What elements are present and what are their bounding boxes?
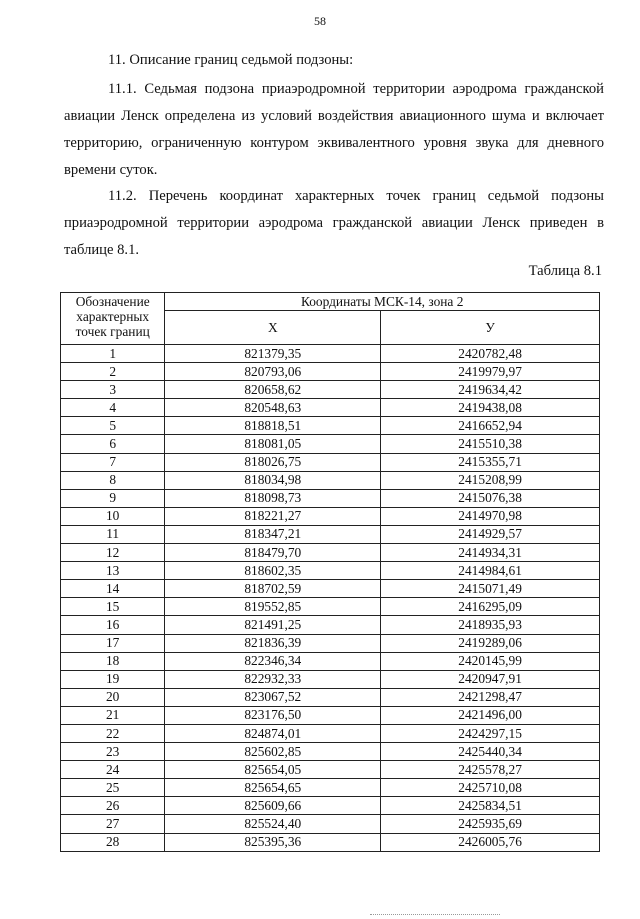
table-row xyxy=(61,670,600,688)
cell-x: 821836,39 xyxy=(165,634,381,652)
paragraph-11-1: 11.1. Седьмая подзона приаэродромной территории аэродрома гражданской авиации Ленск определена из условий воздействия авиационного шума и включает территорию, ограниченную контуром эквивалентного уровня звука для дневного времени суток. xyxy=(64,81,604,178)
cell-point-id: 9 xyxy=(61,489,165,507)
table-row xyxy=(61,688,600,706)
cell-point-id: 4 xyxy=(61,399,165,417)
cell-x: 821491,25 xyxy=(165,616,381,634)
page-number: 58 xyxy=(314,14,326,28)
table-row xyxy=(61,562,600,580)
bottom-scan-mark xyxy=(370,914,500,915)
table-row xyxy=(61,761,600,779)
table-body xyxy=(61,345,600,852)
cell-point-id: 25 xyxy=(61,779,165,797)
cell-y: 2419438,08 xyxy=(381,399,600,417)
cell-x: 823176,50 xyxy=(165,706,381,724)
cell-point-id: 7 xyxy=(61,453,165,471)
cell-y: 2421496,00 xyxy=(381,706,600,724)
cell-point-id: 3 xyxy=(61,381,165,399)
cell-y: 2415071,49 xyxy=(381,580,600,598)
cell-y: 2419979,97 xyxy=(381,363,600,381)
cell-y: 2414984,61 xyxy=(381,562,600,580)
cell-point-id: 22 xyxy=(61,724,165,742)
cell-y: 2421298,47 xyxy=(381,688,600,706)
cell-x: 818026,75 xyxy=(165,453,381,471)
cell-point-id: 21 xyxy=(61,706,165,724)
table-row xyxy=(61,381,600,399)
table-row xyxy=(61,435,600,453)
table-row xyxy=(61,616,600,634)
cell-y: 2420947,91 xyxy=(381,670,600,688)
table-row xyxy=(61,797,600,815)
cell-point-id: 8 xyxy=(61,471,165,489)
table-row xyxy=(61,833,600,851)
table-row xyxy=(61,417,600,435)
cell-y: 2416652,94 xyxy=(381,417,600,435)
cell-point-id: 1 xyxy=(61,345,165,363)
cell-y: 2415355,71 xyxy=(381,453,600,471)
cell-y: 2420145,99 xyxy=(381,652,600,670)
cell-y: 2419289,06 xyxy=(381,634,600,652)
table-row xyxy=(61,453,600,471)
cell-x: 825602,85 xyxy=(165,743,381,761)
section-heading-11: 11. Описание границ седьмой подзоны: xyxy=(108,52,354,68)
cell-y: 2414934,31 xyxy=(381,544,600,562)
cell-x: 818221,27 xyxy=(165,507,381,525)
cell-point-id: 14 xyxy=(61,580,165,598)
cell-x: 820793,06 xyxy=(165,363,381,381)
cell-y: 2416295,09 xyxy=(381,598,600,616)
cell-x: 818479,70 xyxy=(165,544,381,562)
header-x: Х xyxy=(165,311,381,345)
cell-y: 2424297,15 xyxy=(381,724,600,742)
paragraph-11-2: 11.2. Перечень координат характерных точек границ седьмой подзоны приаэродромной территории аэродрома гражданской авиации Ленск приведен в таблице 8.1. xyxy=(64,188,604,258)
cell-x: 818818,51 xyxy=(165,417,381,435)
cell-x: 824874,01 xyxy=(165,724,381,742)
cell-point-id: 23 xyxy=(61,743,165,761)
cell-y: 2419634,42 xyxy=(381,381,600,399)
table-row xyxy=(61,363,600,381)
table-row xyxy=(61,815,600,833)
cell-y: 2425578,27 xyxy=(381,761,600,779)
table-caption: Таблица 8.1 xyxy=(528,263,602,279)
cell-y: 2425834,51 xyxy=(381,797,600,815)
cell-x: 825395,36 xyxy=(165,833,381,851)
cell-y: 2414929,57 xyxy=(381,525,600,543)
table-row xyxy=(61,489,600,507)
cell-x: 820548,63 xyxy=(165,399,381,417)
cell-x: 825654,05 xyxy=(165,761,381,779)
header-point-id: Обозначение характерных точек границ xyxy=(61,293,165,345)
table-row xyxy=(61,634,600,652)
cell-x: 818602,35 xyxy=(165,562,381,580)
table-row xyxy=(61,743,600,761)
cell-point-id: 2 xyxy=(61,363,165,381)
table-row xyxy=(61,399,600,417)
table-row xyxy=(61,598,600,616)
cell-point-id: 24 xyxy=(61,761,165,779)
cell-y: 2426005,76 xyxy=(381,833,600,851)
cell-x: 825654,65 xyxy=(165,779,381,797)
cell-point-id: 12 xyxy=(61,544,165,562)
cell-x: 818098,73 xyxy=(165,489,381,507)
cell-point-id: 10 xyxy=(61,507,165,525)
cell-x: 823067,52 xyxy=(165,688,381,706)
cell-x: 818702,59 xyxy=(165,580,381,598)
cell-y: 2425440,34 xyxy=(381,743,600,761)
cell-point-id: 26 xyxy=(61,797,165,815)
table-row xyxy=(61,544,600,562)
table-row xyxy=(61,652,600,670)
cell-point-id: 17 xyxy=(61,634,165,652)
cell-point-id: 19 xyxy=(61,670,165,688)
cell-y: 2425935,69 xyxy=(381,815,600,833)
cell-point-id: 5 xyxy=(61,417,165,435)
cell-x: 818034,98 xyxy=(165,471,381,489)
cell-point-id: 28 xyxy=(61,833,165,851)
cell-point-id: 13 xyxy=(61,562,165,580)
table-row xyxy=(61,706,600,724)
table-row xyxy=(61,507,600,525)
table-row xyxy=(61,525,600,543)
table-row xyxy=(61,345,600,363)
cell-point-id: 6 xyxy=(61,435,165,453)
cell-x: 822932,33 xyxy=(165,670,381,688)
cell-point-id: 11 xyxy=(61,525,165,543)
table-row xyxy=(61,779,600,797)
cell-point-id: 27 xyxy=(61,815,165,833)
cell-y: 2420782,48 xyxy=(381,345,600,363)
cell-point-id: 20 xyxy=(61,688,165,706)
cell-y: 2414970,98 xyxy=(381,507,600,525)
cell-y: 2418935,93 xyxy=(381,616,600,634)
cell-x: 818081,05 xyxy=(165,435,381,453)
cell-point-id: 15 xyxy=(61,598,165,616)
table-row xyxy=(61,580,600,598)
cell-x: 825524,40 xyxy=(165,815,381,833)
cell-point-id: 16 xyxy=(61,616,165,634)
cell-x: 820658,62 xyxy=(165,381,381,399)
cell-y: 2415510,38 xyxy=(381,435,600,453)
cell-point-id: 18 xyxy=(61,652,165,670)
cell-x: 818347,21 xyxy=(165,525,381,543)
header-y: У xyxy=(381,311,600,345)
cell-y: 2415208,99 xyxy=(381,471,600,489)
cell-x: 822346,34 xyxy=(165,652,381,670)
cell-x: 825609,66 xyxy=(165,797,381,815)
coordinates-table xyxy=(60,292,600,852)
header-coordinate-system: Координаты МСК-14, зона 2 xyxy=(165,293,600,311)
cell-y: 2425710,08 xyxy=(381,779,600,797)
table-row xyxy=(61,471,600,489)
table-row xyxy=(61,724,600,742)
cell-y: 2415076,38 xyxy=(381,489,600,507)
cell-x: 819552,85 xyxy=(165,598,381,616)
cell-x: 821379,35 xyxy=(165,345,381,363)
